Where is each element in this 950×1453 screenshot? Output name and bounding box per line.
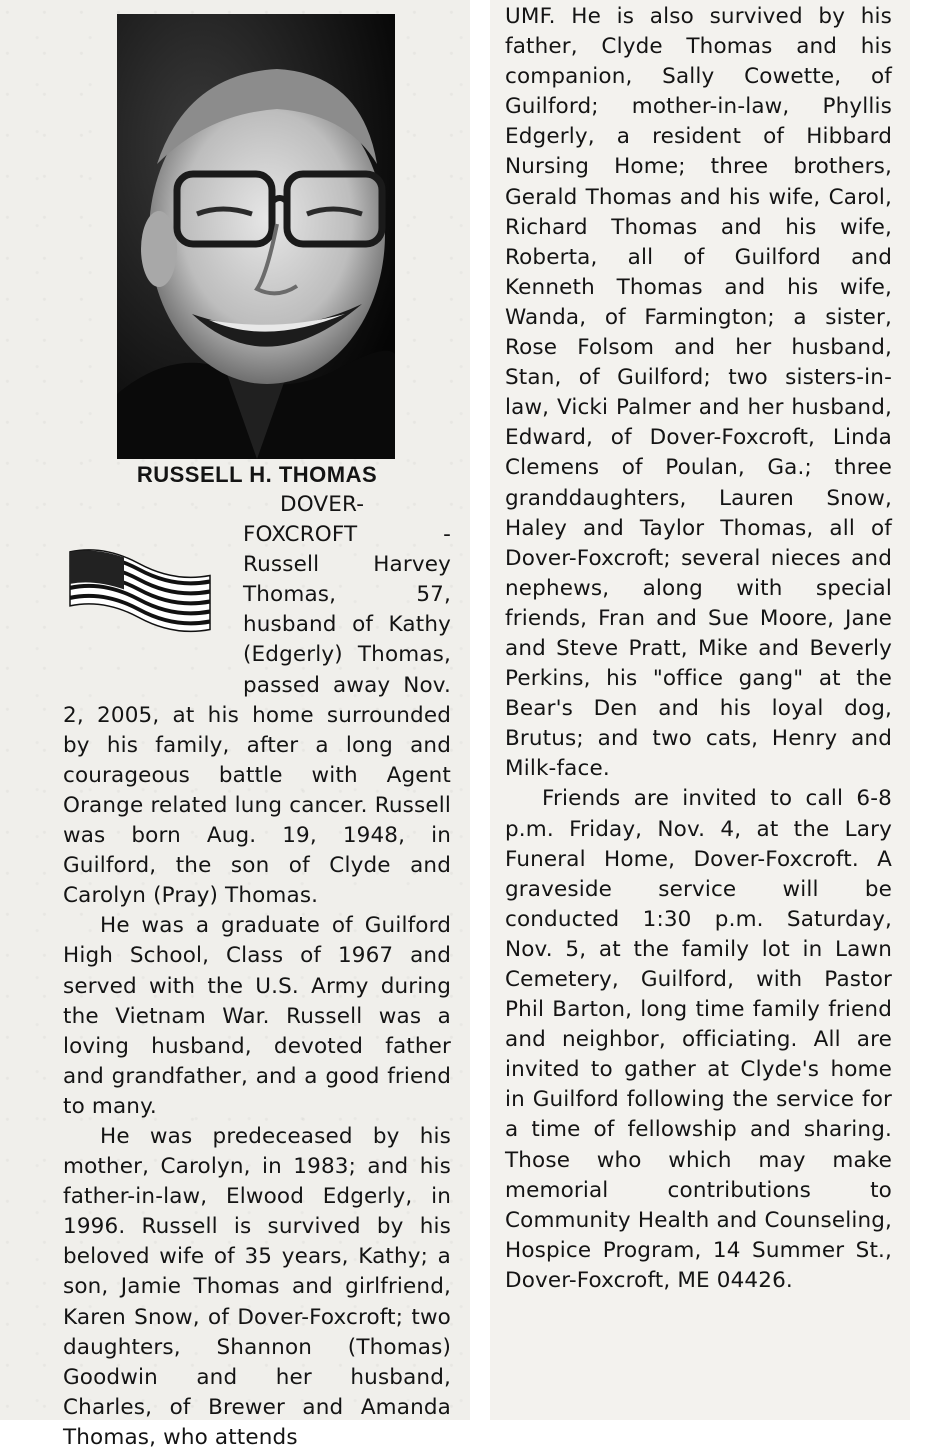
paragraph-education: He was a graduate of Guilford High School, Class of 1967 and served with the U.S. Army during the Vietnam War. Russell was a loving husband, devoted father and grandfather, and a good friend to many.	[63, 913, 451, 1119]
right-column-text	[505, 2, 892, 1296]
paragraph-services: Friends are invited to call 6-8 p.m. Friday, Nov. 4, at the Lary Funeral Home, Dover-Foxcroft. A graveside service will be conducted 1:30 p.m. Saturday, Nov. 5, at the family lot in Lawn Cemetery, Guilford, with Pastor Phil Barton, long time family friend and neighbor, officiating. All are invited to gather at Clyde's home in Guilford following the service for a time of fellowship and sharing. Those who which may make memorial contributions to Community Health and Counseling, Hospice Program, 14 Summer St., Dover-Foxcroft, ME 04426.	[505, 786, 892, 1293]
paragraph-survivors-right: UMF. He is also survived by his father, Clyde Thomas and his companion, Sally Cowette, of Guilford; mother-in-law, Phyllis Edgerly, a resident of Hibbard Nursing Home; three brothers, Gerald Thomas and his wife, Carol, Richard Thomas and his wife, Roberta, all of Guilford and Kenneth Thomas and his wife, Wanda, of Farmington; a sister, Rose Folsom and her husband, Stan, of Guilford; two sisters-in-law, Vicki Palmer and her husband, Edward, of Dover-Foxcroft, Linda Clemens of Poulan, Ga.; three granddaughters, Lauren Snow, Haley and Taylor Thomas, all of Dover-Foxcroft; several nieces and nephews, along with special friends, Fran and Sue Moore, Jane and Steve Pratt, Mike and Beverly Perkins, his "office gang" at the Bear's Den and his loyal dog, Brutus; and two cats, Henry and Milk-face.	[505, 4, 892, 782]
left-column-text	[63, 490, 451, 1453]
lead-paragraph: DOVER-FOXCROFT - Russell Harvey Thomas, 57, husband of Kathy (Edgerly) Thomas, passed away Nov. 2, 2005, at his home surrounded by his family, after a long and courageous battle with Agent Orange related lung cancer. Russell was born Aug. 19, 1948, in Guilford, the son of Clyde and Carolyn (Pray) Thomas.	[63, 492, 451, 909]
obituary-headline: RUSSELL H. THOMAS	[136, 462, 378, 487]
portrait-photo	[117, 14, 395, 459]
column-gutter	[470, 0, 490, 1420]
portrait-illustration	[117, 14, 395, 459]
paragraph-survivors-left: He was predeceased by his mother, Carolyn, in 1983; and his father-in-law, Elwood Edgerly, in 1996. Russell is survived by his beloved wife of 35 years, Kathy; a son, Jamie Thomas and girlfriend, Karen Snow, of Dover-Foxcroft; two daughters, Shannon (Thomas) Goodwin and her husband, Charles, of Brewer and Amanda Thomas, who attends	[63, 1123, 451, 1450]
flag-wrap-space	[63, 548, 243, 698]
